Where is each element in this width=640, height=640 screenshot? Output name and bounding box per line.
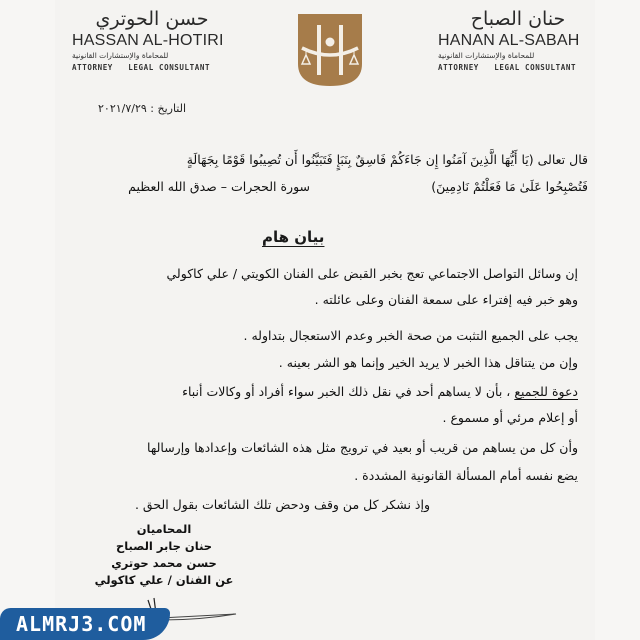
body-paragraph-6: وإذ نشكر كل من وقف ودحض تلك الشائعات بقول الحق .: [134, 497, 430, 512]
body-paragraph-4-line-2: أو إعلام مرئي أو مسموع .: [442, 410, 578, 425]
body-paragraph-5-line-2: يضع نفسه أمام المسألة القانونية المشددة .: [354, 468, 578, 483]
lawyer-name-arabic: حسن الحوتري: [95, 8, 209, 30]
letterhead-left: [72, 6, 232, 73]
lawyer-name-english: HASSAN AL-HOTIRI: [72, 32, 224, 49]
body-paragraph-4-line-1: [182, 384, 578, 399]
body-paragraph-3: وإن من يتناقل هذا الخبر لا يريد الخير وإنما هو الشر بعينه .: [278, 355, 578, 370]
document-date: التاريخ : ٢٠٢١/٧/٢٩: [98, 102, 187, 115]
firm-subtitle-arabic: للمحاماة والإستشارات القانونية: [438, 51, 535, 60]
quran-verse-line-1: قال تعالى (يَا أَيُّهَا الَّذِينَ آمَنُوا إِن جَاءَكُمْ فَاسِقٌ بِنَبَإٍ فَتَبَيَّنُوا أَن تُصِيبُوا قَوْمًا بِجَهَالَةٍ: [186, 152, 588, 167]
body-paragraph-4-rest: ، بأن لا يساهم أحد في نقل ذلك الخبر سواء أفراد أو وكالات أنباء: [182, 384, 515, 399]
signature-line-4: عن الفنان / علي كاكولي: [94, 573, 234, 587]
body-paragraph-2: يجب على الجميع التثبت من صحة الخبر وعدم الاستعجال بتداوله .: [243, 328, 578, 343]
call-to-all-underlined: دعوة للجميع: [514, 384, 578, 399]
firm-subtitle-english: ATTORNEY LEGAL CONSULTANT: [438, 63, 577, 72]
site-watermark: ALMRJ3.COM: [0, 608, 170, 640]
signature-line-2: حنان جابر الصباح: [115, 539, 213, 553]
signature-line-3: حسن محمد حوتري: [111, 556, 217, 570]
body-paragraph-1-line-1: إن وسائل التواصل الاجتماعي تعج بخبر القبض على الفنان الكويتي / علي كاكولي: [166, 266, 578, 281]
lawyer-name-english: HANAN AL-SABAH: [438, 32, 580, 49]
quran-verse-line-2: فَتُصْبِحُوا عَلَىٰ مَا فَعَلْتُمْ نَادِمِينَ): [431, 179, 588, 194]
quran-verse-source: سورة الحجرات – صدق الله العظيم: [128, 179, 310, 194]
signature-block: [90, 521, 238, 589]
firm-subtitle-arabic: للمحاماة والإستشارات القانونية: [72, 51, 169, 60]
body-paragraph-1-line-2: وهو خبر فيه إفتراء على سمعة الفنان وعلى عائلته .: [314, 292, 578, 307]
statement-title: بيان هام: [262, 228, 325, 246]
body-paragraph-5-line-1: وأن كل من يساهم من قريب أو بعيد في ترويج مثل هذه الشائعات وإعدادها وإرسالها: [147, 440, 578, 455]
scales-of-justice-h-shield-icon: [298, 14, 362, 86]
firm-subtitle-english: ATTORNEY LEGAL CONSULTANT: [72, 63, 211, 72]
signature-line-1: المحاميان: [136, 522, 192, 536]
lawyer-name-arabic: حنان الصباح: [470, 8, 566, 30]
letterhead-right: [438, 6, 598, 73]
